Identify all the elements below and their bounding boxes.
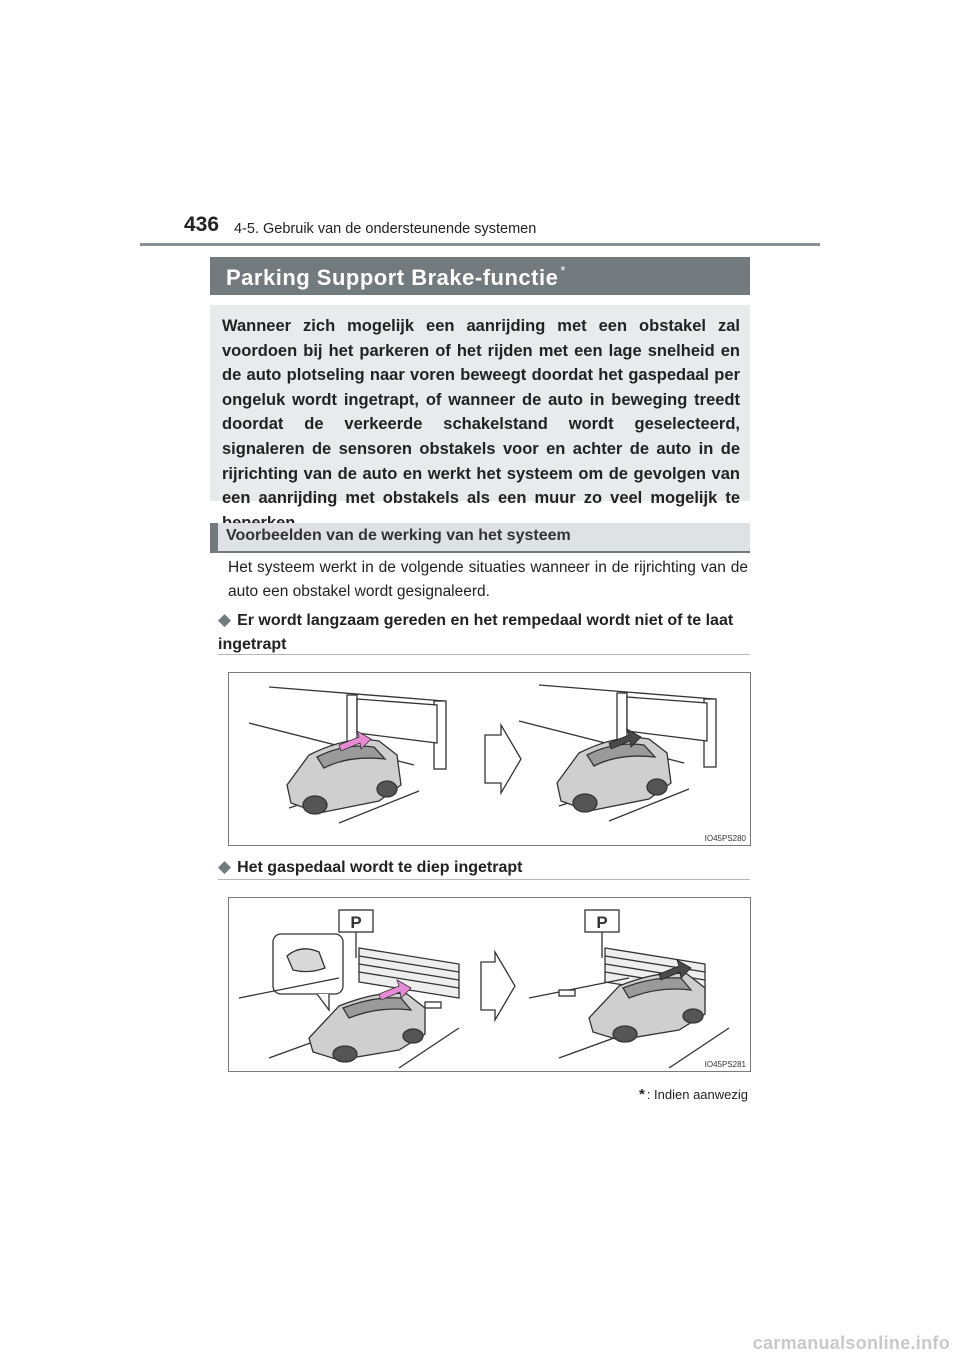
- page-number: 436: [184, 213, 220, 236]
- footnote-text: : Indien aanwezig: [646, 1087, 748, 1102]
- car-wheel: [303, 796, 327, 814]
- subsection-paragraph: Het systeem werkt in de volgende situaties wanneer in de rijrichting van de auto een obstakel wordt gesignaleerd.: [228, 559, 748, 600]
- inset-pointer: [317, 994, 329, 1010]
- wall-post: [617, 693, 627, 741]
- subsection-header-bar: [210, 523, 218, 551]
- transition-arrow: [485, 725, 521, 793]
- intro-text: Wanneer zich mogelijk een aanrijding met een obstakel zal voordoen bij het parkeren of het rijden met een lage snelheid en de auto plotseling naar voren beweegt doordat het gaspedaal per ongeluk wordt ingetrapt, of wanneer de auto in beweging treedt doordat de verkeerde schakelstand wordt geselecteerd, signaleren de sensoren obstakels voor en achter de auto in de rijrichting van de auto en werkt het systeem om de gevolgen van een aanrijding met obstakels als een muur zo veel mogelijk te: [222, 317, 740, 508]
- subsection-header: [210, 523, 750, 553]
- figure-code: IO45PS280: [704, 834, 746, 843]
- watermark: carmanualsonline.info: [752, 1333, 950, 1353]
- figure-code: IO45PS281: [704, 1060, 746, 1069]
- figure-1: [228, 672, 751, 846]
- intro-box: [210, 305, 750, 508]
- figure-1-illustration: [229, 673, 750, 845]
- wheel-stop: [425, 1002, 441, 1008]
- wall-post: [347, 695, 357, 743]
- example-heading-2: [218, 855, 748, 880]
- subsection-heading: Voorbeelden van de werking van het systeem: [226, 527, 571, 544]
- wall-panel: [357, 699, 437, 743]
- parking-sign-letter: P: [596, 913, 608, 932]
- section-path: 4-5. Gebruik van de ondersteunende systemen: [234, 221, 537, 237]
- footnote-mark: *: [638, 1086, 645, 1103]
- wheel-stop: [559, 990, 575, 996]
- car-wheel: [333, 1046, 357, 1062]
- car-wheel: [403, 1029, 423, 1043]
- figure-2-illustration: [229, 898, 750, 1071]
- car-wheel: [573, 794, 597, 812]
- car-wheel: [683, 1009, 703, 1023]
- wall-panel: [627, 697, 707, 741]
- example-heading-2-text: Het gaspedaal wordt te diep ingetrapt: [237, 859, 523, 876]
- header-rule: [140, 243, 820, 246]
- page-title: [226, 263, 566, 291]
- car-wheel: [647, 779, 667, 795]
- car-wheel: [377, 781, 397, 797]
- title-bar: [210, 257, 750, 295]
- diamond-bullet-icon: ◆: [218, 610, 232, 629]
- foot-on-pedal: [287, 949, 325, 972]
- example-heading-1: [218, 608, 748, 656]
- figure-2: [228, 897, 751, 1072]
- diamond-bullet-icon: ◆: [218, 857, 232, 876]
- example-heading-1-text: Er wordt langzaam gereden en het rempedaal wordt niet of te laat ingetrapt: [218, 612, 734, 653]
- example-rule-2: [218, 879, 750, 880]
- parking-sign-letter: P: [350, 913, 362, 932]
- example-rule-1: [218, 654, 750, 655]
- transition-arrow: [481, 952, 515, 1020]
- footnote: [639, 1086, 748, 1103]
- page-title-text: Parking Support Brake-functie: [226, 265, 559, 290]
- car-wheel: [613, 1026, 637, 1042]
- title-footnote-mark: *: [560, 263, 566, 278]
